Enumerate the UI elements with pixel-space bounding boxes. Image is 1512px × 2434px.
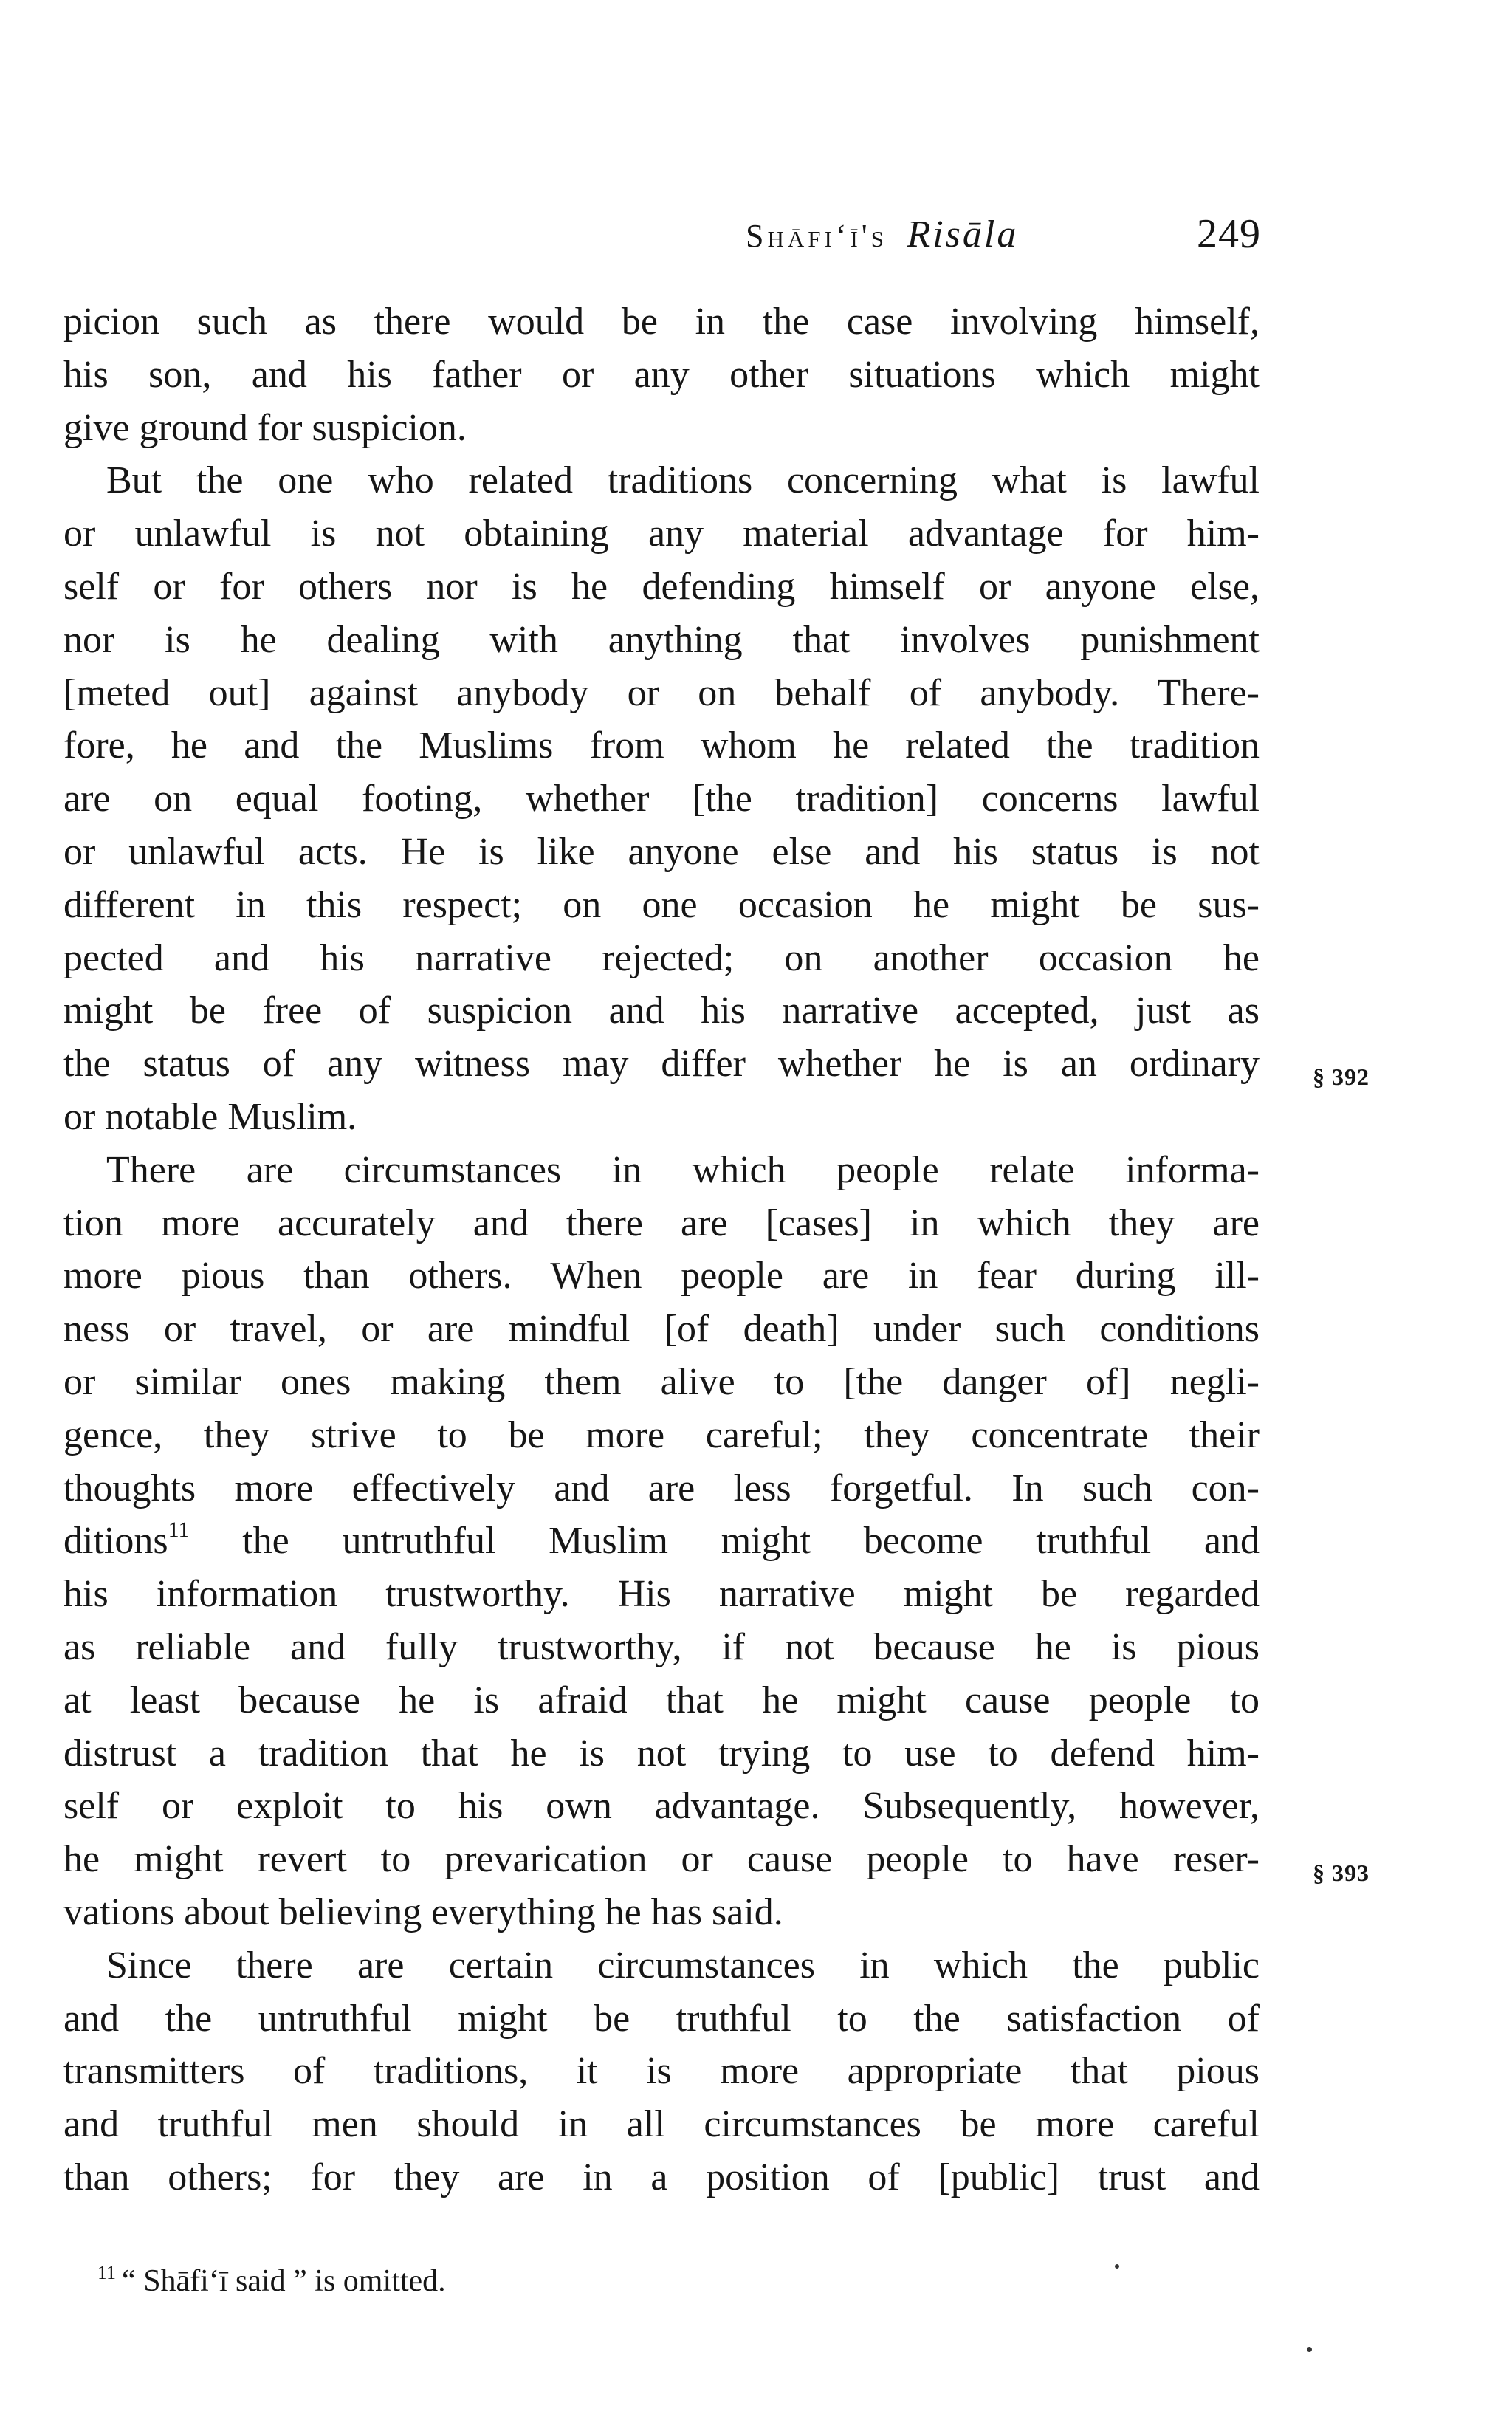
line-end: the untruthful Muslim might become truthful and [242, 1520, 1260, 1563]
text-line: picion such as there would be in the case involving himself, [63, 301, 1260, 343]
line-start: ditions [63, 1520, 168, 1563]
text-line: at least because he is afraid that he might cause people to [63, 1679, 1260, 1721]
margin-section-ref: § 393 [1313, 1859, 1370, 1886]
page-header [746, 201, 1262, 267]
text-line: as reliable and fully trustworthy, if not because he is pious [63, 1625, 1260, 1668]
text-line: nor is he dealing with anything that involves punishment [63, 618, 1260, 661]
text-line: more pious than others. When people are in fear during ill- [63, 1255, 1260, 1297]
text-line: fore, he and the Muslims from whom he related the tradition [63, 724, 1260, 767]
text-line: or notable Muslim. [63, 1095, 357, 1138]
running-head: Shāfi‘ī's [746, 218, 887, 254]
text-line: Since there are certain circumstances in which the public [106, 1944, 1260, 1986]
text-line: his information trustworthy. His narrative might be regarded [63, 1573, 1260, 1616]
footnote [97, 2251, 446, 2303]
text-line: pected and his narrative rejected; on another occasion he [63, 936, 1260, 979]
text-line: his son, and his father or any other situations which might [63, 353, 1260, 396]
margin-section-ref: § 392 [1313, 1063, 1370, 1090]
text-line: than others; for they are in a position of [public] trust and [63, 2156, 1260, 2198]
text-line: or similar ones making them alive to [the danger of] negli- [63, 1360, 1260, 1403]
text-line: self or exploit to his own advantage. Subsequently, however, [63, 1785, 1260, 1828]
text-line: There are circumstances in which people relate informa- [106, 1148, 1260, 1191]
text-line: the status of any witness may differ whether he is an ordinary [63, 1043, 1260, 1086]
text-line: and the untruthful might be truthful to the satisfaction of [63, 1997, 1260, 2040]
text-line: he might revert to prevarication or cause people to have reser- [63, 1838, 1260, 1881]
text-line: gence, they strive to be more careful; they concentrate their [63, 1413, 1260, 1456]
text-line: thoughts more effectively and are less forgetful. In such con- [63, 1467, 1260, 1509]
text-line: vations about believing everything he has said. [63, 1890, 783, 1933]
footnote-text: “ Shāfi‘ī said ” is omitted. [122, 2264, 446, 2298]
text-line: and truthful men should in all circumstances be more careful [63, 2103, 1260, 2146]
scan-speck [1307, 2347, 1312, 2352]
text-line: might be free of suspicion and his narrative accepted, just as [63, 990, 1260, 1032]
text-line: are on equal footing, whether [the tradition] concerns lawful [63, 778, 1260, 820]
footnote-number: 11 [97, 2262, 117, 2283]
text-line: [meted out] against anybody or on behalf of anybody. There- [63, 671, 1260, 714]
text-line: distrust a tradition that he is not trying to use to defend him- [63, 1732, 1260, 1775]
body-text [63, 295, 1260, 2204]
text-line: different in this respect; on one occasion he might be sus- [63, 883, 1260, 926]
text-line: ness or travel, or are mindful [of death] under such conditions [63, 1308, 1260, 1351]
text-line: transmitters of traditions, it is more appropriate that pious [63, 2050, 1260, 2093]
text-line: or unlawful is not obtaining any material advantage for him- [63, 512, 1260, 555]
footnote-reference: 11 [168, 1518, 190, 1543]
text-line: give ground for suspicion. [63, 406, 467, 449]
text-line: or unlawful acts. He is like anyone else and his status is not [63, 830, 1260, 873]
text-line-with-footnote-ref [63, 1515, 1260, 1568]
scan-speck [1115, 2264, 1119, 2269]
book-title: Risāla [907, 213, 1019, 256]
text-line: But the one who related traditions concerning what is lawful [106, 459, 1260, 502]
text-line: self or for others nor is he defending himself or anyone else, [63, 565, 1260, 608]
page-number: 249 [1197, 211, 1261, 257]
text-line: tion more accurately and there are [cases] in which they are [63, 1201, 1260, 1244]
